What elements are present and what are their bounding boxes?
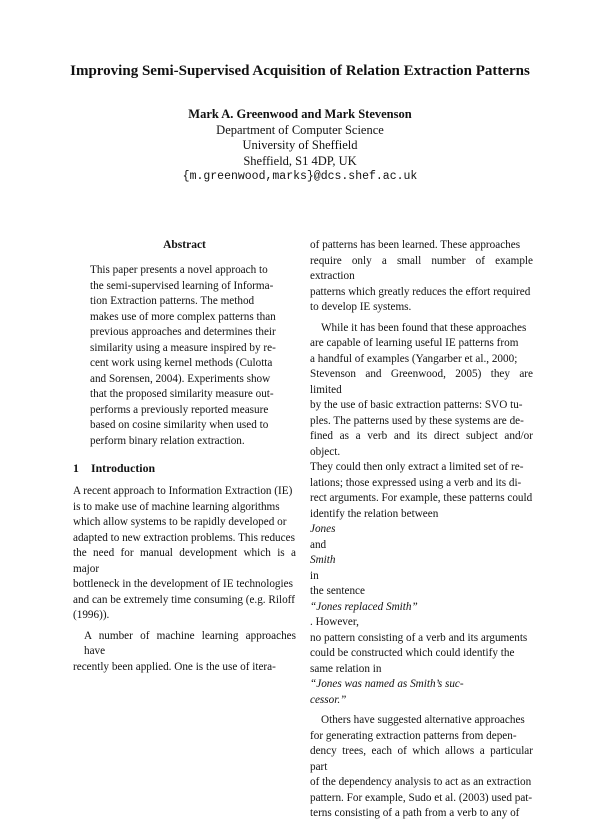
text-run: the sentence xyxy=(310,585,365,597)
text-line: for generating extraction patterns from depen- xyxy=(310,729,517,742)
author-names: Mark A. Greenwood and Mark Stevenson xyxy=(188,107,412,121)
text-line xyxy=(310,662,533,693)
text-line: dency trees, each of which allows a particular part xyxy=(310,745,533,773)
abstract-line: performs a previously reported measure xyxy=(90,403,269,416)
text-line: are capable of learning useful IE patterns from xyxy=(310,337,519,349)
author-block xyxy=(0,107,600,185)
text-line: the need for manual development which is a major xyxy=(73,547,296,575)
text-run: . However, xyxy=(310,616,359,628)
right-paragraph-3 xyxy=(310,713,533,822)
text-line: pattern. For example, Sudo et al. (2003) used pat- xyxy=(310,791,533,804)
abstract-line: This paper presents a novel approach to xyxy=(90,264,268,276)
example-sentence-2-end: cessor.” xyxy=(310,693,347,706)
right-column xyxy=(310,238,533,822)
text-run: identify the relation between xyxy=(310,507,439,520)
intro-paragraph-1 xyxy=(73,484,296,624)
left-column xyxy=(73,238,296,675)
abstract-line: makes use of more complex patterns than xyxy=(90,310,276,323)
section-title: Introduction xyxy=(91,461,156,475)
text-line: While it has been found that these approaches xyxy=(321,321,527,334)
text-line: Others have suggested alternative approaches xyxy=(321,714,525,726)
affiliation-address: Sheffield, S1 4DP, UK xyxy=(243,153,357,168)
abstract-line: and Sorensen, 2004). Experiments show xyxy=(90,372,271,385)
text-run: and xyxy=(310,538,327,551)
emphasis-smith: Smith xyxy=(310,554,336,566)
text-line: ples. The patterns used by these systems are de- xyxy=(310,414,524,427)
abstract-line: previous approaches and determines their xyxy=(90,326,276,338)
text-line: which allow systems to be rapidly developed or xyxy=(73,516,287,528)
text-line: bottleneck in the development of IE technologies xyxy=(73,578,293,590)
abstract-line: that the proposed similarity measure out- xyxy=(90,388,274,400)
text-line: adapted to new extraction problems. This reduces xyxy=(73,531,295,544)
section-number: 1 xyxy=(73,461,79,475)
abstract-line: similarity using a measure inspired by re- xyxy=(90,341,276,354)
text-line: by the use of basic extraction patterns: SVO tu- xyxy=(310,399,523,411)
text-line: A recent approach to Information Extraction (IE) xyxy=(73,485,293,497)
text-run: same relation in xyxy=(310,662,382,675)
example-sentence-2: “Jones was named as Smith’s suc- xyxy=(310,678,464,690)
text-line: terns consisting of a path from a verb to any of xyxy=(310,807,520,819)
text-line: lations; those expressed using a verb and its di- xyxy=(310,476,522,489)
abstract-text xyxy=(73,263,296,449)
text-line: They could then only extract a limited set of re- xyxy=(310,461,524,473)
text-line: to develop IE systems. xyxy=(310,301,412,313)
text-line: patterns which greatly reduces the effort required xyxy=(310,285,531,298)
paper-title: Improving Semi-Supervised Acquisition of Relation Extraction Patterns xyxy=(70,63,530,79)
example-sentence-1: “Jones replaced Smith” xyxy=(310,600,418,613)
affiliation-department: Department of Computer Science xyxy=(216,122,384,137)
text-run: in xyxy=(310,569,319,582)
text-line: no pattern consisting of a verb and its arguments xyxy=(310,631,528,644)
text-line: could be constructed which could identify the xyxy=(310,647,515,659)
text-line: Stevenson and Greenwood, 2005) they are limited xyxy=(310,368,533,396)
text-line: of patterns has been learned. These approaches xyxy=(310,239,521,251)
text-line: rect arguments. For example, these patterns could xyxy=(310,492,533,504)
abstract-heading: Abstract xyxy=(163,239,206,251)
emphasis-jones: Jones xyxy=(310,523,336,535)
abstract-line: tion Extraction patterns. The method xyxy=(90,295,255,307)
text-line: A number of machine learning approaches have xyxy=(84,629,296,657)
abstract-line: based on cosine similarity when used to xyxy=(90,419,269,431)
text-line xyxy=(310,693,533,709)
text-line: and can be extremely time consuming (e.g. Riloff xyxy=(73,593,295,606)
text-line: recently been applied. One is the use of itera- xyxy=(73,660,276,673)
right-paragraph-1 xyxy=(310,238,533,316)
introduction-heading xyxy=(73,461,296,476)
text-line: (1996)). xyxy=(73,609,110,621)
text-line: is to make use of machine learning algorithms xyxy=(73,500,280,513)
text-line: require only a small number of example extraction xyxy=(310,254,533,282)
abstract-line: perform binary relation extraction. xyxy=(90,434,245,447)
text-line: fined as a verb and its direct subject and/or object. xyxy=(310,430,533,458)
right-paragraph-2 xyxy=(310,321,533,709)
text-line: a handful of examples (Yangarber et al., 2000; xyxy=(310,352,518,365)
affiliation-university: University of Sheffield xyxy=(242,138,358,152)
text-line xyxy=(310,584,533,631)
author-email: {m.greenwood,marks}@dcs.shef.ac.uk xyxy=(182,170,418,183)
abstract-line: the semi-supervised learning of Informa- xyxy=(90,279,274,292)
abstract-line: cent work using kernel methods (Culotta xyxy=(90,357,273,369)
text-line xyxy=(310,507,533,585)
intro-paragraph-2 xyxy=(73,629,296,676)
text-line: of the dependency analysis to act as an extraction xyxy=(310,776,532,788)
